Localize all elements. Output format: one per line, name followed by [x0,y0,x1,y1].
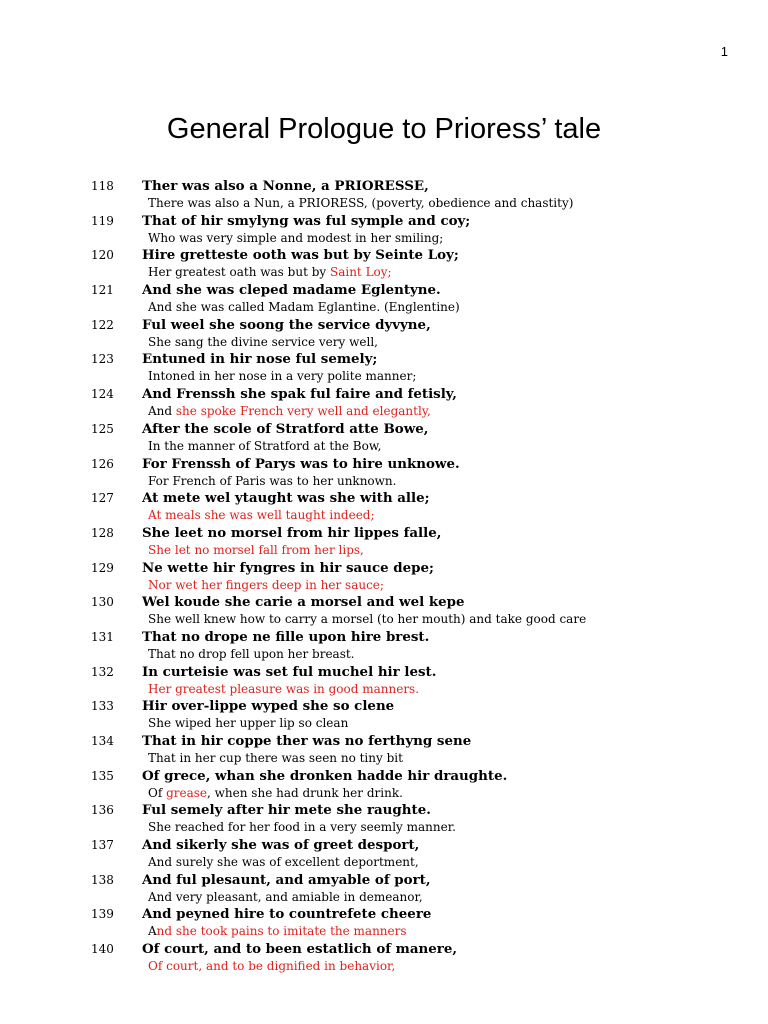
middle-english-line: She leet no morsel from hir lippes falle, [142,524,442,541]
middle-english-line: After the scole of Stratford atte Bowe, [142,420,429,437]
middle-english-line: For Frenssh of Parys was to hire unknowe. [142,455,460,472]
verse-entry [0,698,768,733]
middle-english-line: In curteisie was set ful muchel hir lest. [142,663,437,680]
verse-entry [0,802,768,837]
modern-translation [148,508,375,522]
verse-entry [0,837,768,872]
verse-entry [0,872,768,907]
line-number: 134 [91,734,114,748]
line-number: 139 [91,907,114,922]
modern-translation [148,439,382,453]
modern-translation [148,716,348,730]
translation-text: And [148,404,176,419]
middle-english-line: Entuned in hir nose ful semely; [142,351,378,368]
middle-english-line: Hir over-lippe wyped she so clene [142,698,395,715]
middle-english-line: And peyned hire to countrefete cheere [142,906,432,923]
modern-translation [148,300,460,314]
middle-english-line: Ful weel she soong the service dyvyne, [142,316,431,333]
modern-translation [148,196,573,210]
verse-entry [0,456,768,491]
middle-english-line: And ful plesaunt, and amyable of port, [142,871,431,888]
verse-entry [0,941,768,976]
translation-text: And surely she was of excellent deportment, [148,855,419,870]
verse-entry [0,490,768,525]
line-number: 127 [91,491,114,506]
translation-text: And she was called Madam Eglantine. (Englentine) [148,300,460,315]
middle-english-line: Ne wette hir fyngres in hir sauce depe; [142,559,434,576]
translation-text: And very pleasant, and amiable in demeanor, [148,889,423,904]
middle-english-line: And sikerly she was of greet desport, [142,837,420,854]
modern-translation [148,404,431,418]
translation-text: She wiped her upper lip so clean [148,716,349,731]
line-number: 124 [91,387,114,402]
verse-entry [0,664,768,699]
translation-text: That no drop fell upon her breast. [148,646,355,661]
modern-translation [148,543,364,557]
verse-entry [0,421,768,456]
highlighted-phrase: At meals she was well taught indeed; [148,508,375,523]
line-number: 126 [91,456,114,471]
verse-entry [0,213,768,248]
highlighted-phrase: she spoke French very well and elegantly, [175,404,431,419]
verse-entry [0,594,768,629]
middle-english-line: And she was cleped madame Eglentyne. [142,282,441,299]
verse-entry [0,906,768,941]
verse-entry [0,525,768,560]
translation-text: Intoned in her nose in a very polite manner; [148,369,417,384]
modern-translation [148,612,586,626]
translation-text: She sang the divine service very well, [148,334,378,349]
highlighted-phrase: Saint Loy; [329,265,392,280]
middle-english-line: That no drope ne fille upon hire brest. [142,628,430,645]
middle-english-line: And Frenssh she spak ful faire and fetisly, [142,386,457,403]
modern-translation [148,265,392,279]
line-number: 121 [91,283,114,298]
translation-text: , when she had drunk her drink. [207,785,403,800]
highlighted-phrase: Of court, and to be dignified in behavior, [148,959,396,974]
verse-entry [0,733,768,768]
line-number: 125 [91,421,114,436]
line-number: 135 [91,768,114,783]
highlighted-phrase: Nor wet her fingers deep in her sauce; [148,577,384,592]
verse-entry [0,282,768,317]
translation-text: There was also a Nun, a PRIORESS, (poverty, obedience and chastity) [148,196,574,210]
line-number: 133 [91,699,114,714]
verse-entry [0,247,768,282]
verse-entry [0,560,768,595]
line-number: 140 [91,942,114,957]
middle-english-line: At mete wel ytaught was she with alle; [142,490,430,507]
verse-entry [0,351,768,386]
translation-text: For French of Paris was to her unknown. [148,473,397,488]
modern-translation [148,924,407,938]
line-number: 119 [91,213,114,228]
modern-translation [148,578,384,592]
translation-text: She reached for her food in a very seemly manner. [148,820,456,835]
middle-english-line: That of hir smylyng was ful symple and coy; [142,212,471,229]
page-title: General Prologue to Prioress’ tale [166,113,602,145]
modern-translation [148,335,378,349]
highlighted-phrase: Her greatest pleasure was in good manners. [148,681,420,696]
line-number: 132 [91,664,114,679]
translation-text: She well knew how to carry a morsel (to her mouth) and take good care [148,612,587,627]
verse-entry [0,178,768,213]
line-number: 128 [91,525,114,540]
modern-translation [148,474,396,488]
modern-translation [148,890,423,904]
line-number: 136 [91,803,114,818]
translation-text: That in her cup there was seen no tiny bit [148,751,403,765]
translation-text: In the manner of Stratford at the Bow, [148,438,382,453]
modern-translation [148,959,395,973]
middle-english-line: Hire gretteste ooth was but by Seinte Loy; [142,247,459,264]
translation-text: Who was very simple and modest in her smiling; [148,230,444,245]
highlighted-phrase: nd she took pains to imitate the manners [156,924,407,939]
middle-english-line: Wel koude she carie a morsel and wel kepe [142,594,465,611]
line-number: 122 [91,317,114,332]
page-number: 1 [720,44,728,59]
line-number: 131 [91,629,114,644]
line-number: 123 [91,352,114,367]
translation-text: Of [148,785,167,800]
verse-entry [0,768,768,803]
line-number: 120 [91,248,114,263]
middle-english-line: Ther was also a Nonne, a PRIORESSE, [142,178,429,194]
middle-english-line: Of court, and to been estatlich of manere, [142,941,458,958]
line-number: 130 [91,595,114,610]
modern-translation [148,369,416,383]
verse-list [0,178,768,976]
verse-entry [0,317,768,352]
modern-translation [148,820,456,834]
translation-text: Her greatest oath was but by [148,265,330,280]
modern-translation [148,647,355,661]
translation-text: A [148,924,157,939]
line-number: 137 [91,838,114,853]
modern-translation [148,855,419,869]
middle-english-line: That in hir coppe ther was no ferthyng sene [142,733,472,749]
modern-translation [148,231,443,245]
line-number: 129 [91,560,114,575]
modern-translation [148,751,403,765]
middle-english-line: Ful semely after hir mete she raughte. [142,802,431,819]
verse-entry [0,629,768,664]
middle-english-line: Of grece, whan she dronken hadde hir draughte. [142,767,508,784]
line-number: 118 [91,179,114,193]
modern-translation [148,786,403,800]
highlighted-phrase: grease [166,785,208,800]
modern-translation [148,682,419,696]
verse-entry [0,386,768,421]
line-number: 138 [91,872,114,887]
highlighted-phrase: She let no morsel fall from her lips, [148,542,364,557]
